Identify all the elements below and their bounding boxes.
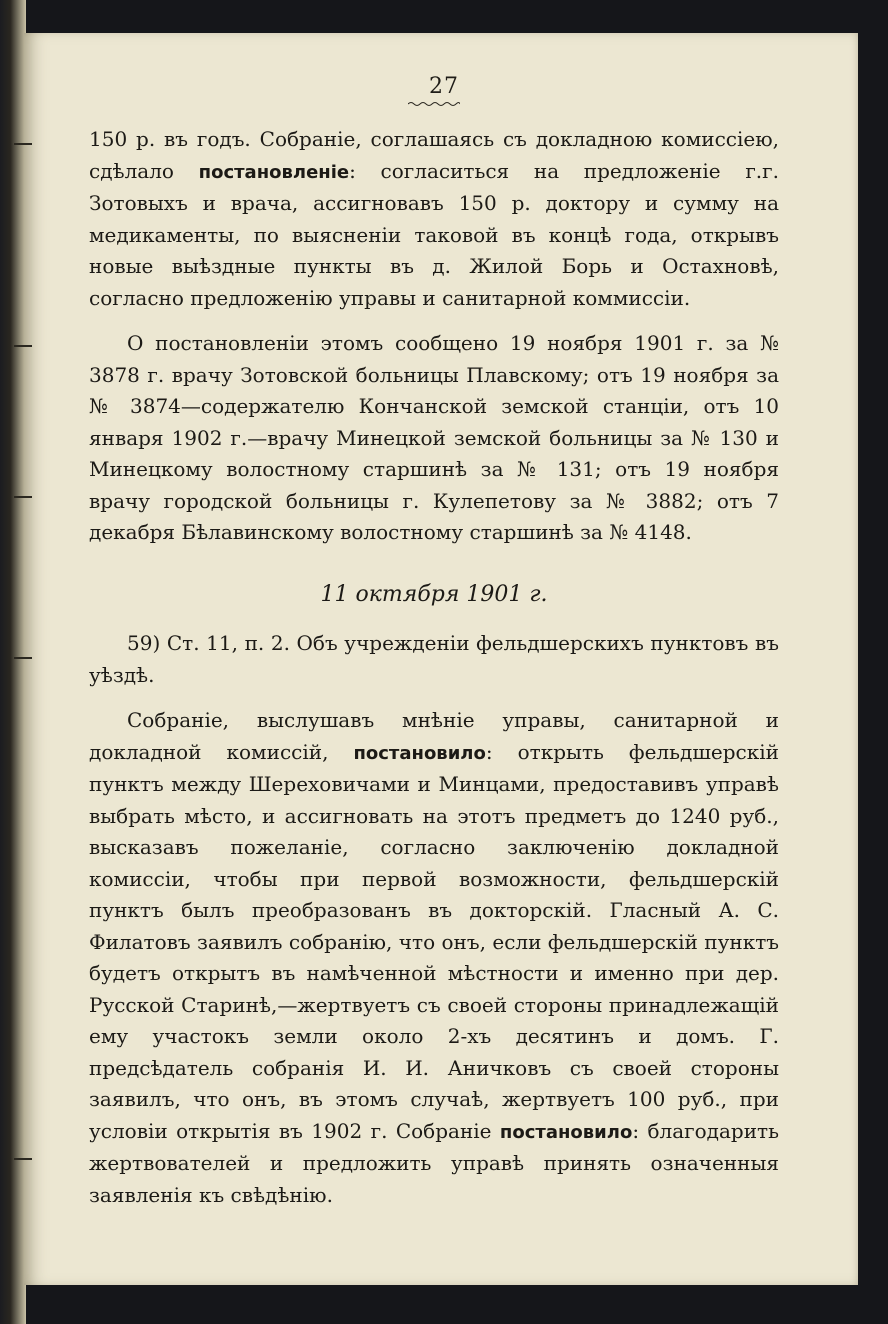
margin-mark <box>14 143 32 145</box>
item-heading: 59) Ст. 11, п. 2. Объ учрежденіи фельдшерскихъ пунктовъ въ уѣздѣ. <box>89 631 779 687</box>
page-number: 27 <box>429 74 459 99</box>
paragraph-decision: 150 р. въ годъ. Собраніе, соглашаясь съ докладною комиссіею, сдѣлало постановленіе: согласиться на предложеніе г.г. Зотовыхъ и врача, ассигновавъ 150 р. доктору и сумму на медикаменты, по выясненіи таковой въ концѣ года, открывъ новые выѣздные пункты въ д. Жилой Борь и Остахновѣ, согласно предложенію управы и санитарной коммиссіи. <box>89 127 779 310</box>
margin-mark <box>14 657 32 659</box>
keyword-bold: постановленіе <box>198 161 350 183</box>
binding-edge <box>0 0 26 1324</box>
page-number-ornament <box>408 101 460 107</box>
paragraph-resolution: Собраніе, выслушавъ мнѣніе управы, санитарной и докладной комиссій, постановило: открыть фельдшерскій пунктъ между Шереховичами и Минцами, предоставивъ управѣ выбрать мѣсто, и ассигновать на этотъ предметъ до 1240 руб., высказавъ пожеланіе, согласно заключенію докладной комиссіи, чтобы при первой возможности, фельдшерскій пунктъ былъ преобразованъ въ докторскій. Гласный А. С. Филатовъ заявилъ собранію, что онъ, если фельдшерскій пунктъ будетъ открытъ въ намѣченной мѣстности и именно при дер. Русской Старинѣ,—жертвуетъ съ своей стороны принадлежащій ему участокъ земли около 2-хъ десятинъ и домъ. Г. предсѣдатель собранія И. И. Аничковъ съ своей стороны заявилъ, что онъ, въ этомъ случаѣ, жертвуетъ 100 руб., при условіи открытія въ 1902 г. Собраніе постановило: благодарить жертвователей и предложить управѣ принять означенныя заявленія къ свѣдѣнію. <box>89 708 779 1207</box>
margin-mark <box>14 496 32 498</box>
keyword-bold: постановило <box>499 1121 633 1143</box>
margin-mark <box>14 1158 32 1160</box>
page-body <box>89 124 779 1211</box>
section-date: 11 октября 1901 г. <box>320 581 548 607</box>
paragraph-notification: О постановленіи этомъ сообщено 19 ноября 1901 г. за № 3878 г. врачу Зотовской больницы Плавскому; отъ 19 ноября за № 3874—содержателю Кончанской земской станціи, отъ 10 января 1902 г.—врачу Минецкой земской больницы за № 130 и Минецкому волостному старшинѣ за № 131; отъ 19 ноября врачу городской больницы г. Кулепетову за № 3882; отъ 7 декабря Бѣлавинскому волостному старшинѣ за № 4148. <box>89 331 779 544</box>
keyword-bold: постановило <box>353 742 486 764</box>
margin-mark <box>14 345 32 347</box>
